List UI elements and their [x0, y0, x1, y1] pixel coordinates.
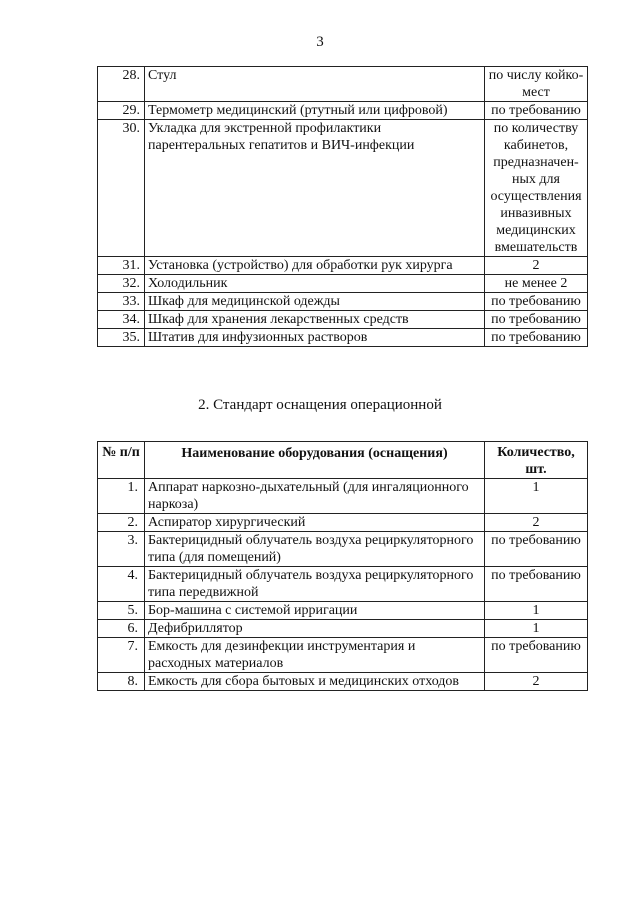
row-number: 33. — [98, 293, 145, 311]
row-number: 1. — [98, 479, 145, 514]
table-row — [98, 67, 588, 102]
operating-room-equipment-table — [97, 441, 588, 691]
item-quantity: 1 — [485, 479, 588, 514]
section-title: 2. Стандарт оснащения операционной — [198, 397, 442, 413]
column-header-name: Наименование оборудования (оснащения) — [145, 442, 485, 479]
equipment-table-continued — [97, 66, 588, 347]
item-name: Термометр медицинский (ртутный или цифровой) — [145, 102, 485, 120]
row-number: 6. — [98, 620, 145, 638]
row-number: 3. — [98, 532, 145, 567]
row-number: 7. — [98, 638, 145, 673]
item-quantity: по требованию — [485, 567, 588, 602]
table-row — [98, 514, 588, 532]
item-name: Стул — [145, 67, 485, 102]
table-row — [98, 293, 588, 311]
table-row — [98, 329, 588, 347]
item-quantity: по требованию — [485, 102, 588, 120]
table-row — [98, 673, 588, 691]
item-quantity: по требованию — [485, 329, 588, 347]
item-name: Установка (устройство) для обработки рук хирурга — [145, 257, 485, 275]
table-row — [98, 479, 588, 514]
page-number: 3 — [316, 34, 324, 50]
item-name: Холодильник — [145, 275, 485, 293]
item-name: Бактерицидный облучатель воздуха рециркуляторного типа (для помещений) — [145, 532, 485, 567]
row-number: 4. — [98, 567, 145, 602]
item-name: Емкость для сбора бытовых и медицинских отходов — [145, 673, 485, 691]
item-quantity: 2 — [485, 514, 588, 532]
table-row — [98, 102, 588, 120]
item-name: Аппарат наркозно-дыхательный (для ингаляционного наркоза) — [145, 479, 485, 514]
row-number: 2. — [98, 514, 145, 532]
table-row — [98, 532, 588, 567]
item-name: Аспиратор хирургический — [145, 514, 485, 532]
item-quantity: по требованию — [485, 311, 588, 329]
row-number: 5. — [98, 602, 145, 620]
item-quantity: 1 — [485, 620, 588, 638]
table-header-row — [98, 442, 588, 479]
table-row — [98, 638, 588, 673]
row-number: 35. — [98, 329, 145, 347]
item-name: Шкаф для хранения лекарственных средств — [145, 311, 485, 329]
row-number: 8. — [98, 673, 145, 691]
table-row — [98, 257, 588, 275]
item-name: Бор-машина с системой ирригации — [145, 602, 485, 620]
row-number: 34. — [98, 311, 145, 329]
item-quantity: по количеству кабинетов, предназначен-ных для осуществления инвазивных медицинских вмешательств — [485, 120, 588, 257]
table-row — [98, 311, 588, 329]
table-row — [98, 620, 588, 638]
row-number: 29. — [98, 102, 145, 120]
item-quantity: по числу койко-мест — [485, 67, 588, 102]
item-quantity: по требованию — [485, 638, 588, 673]
table-row — [98, 602, 588, 620]
row-number: 32. — [98, 275, 145, 293]
row-number: 28. — [98, 67, 145, 102]
item-quantity: 2 — [485, 257, 588, 275]
item-quantity: не менее 2 — [485, 275, 588, 293]
row-number: 31. — [98, 257, 145, 275]
item-name: Укладка для экстренной профилактики парентеральных гепатитов и ВИЧ-инфекции — [145, 120, 485, 257]
column-header-quantity: Количество, шт. — [485, 442, 588, 479]
table-row — [98, 275, 588, 293]
item-name: Емкость для дезинфекции инструментария и расходных материалов — [145, 638, 485, 673]
item-quantity: 2 — [485, 673, 588, 691]
item-quantity: по требованию — [485, 293, 588, 311]
row-number: 30. — [98, 120, 145, 257]
item-name: Дефибриллятор — [145, 620, 485, 638]
item-name: Шкаф для медицинской одежды — [145, 293, 485, 311]
column-header-number: № п/п — [98, 442, 145, 479]
table-row — [98, 567, 588, 602]
table-row — [98, 120, 588, 257]
item-name: Штатив для инфузионных растворов — [145, 329, 485, 347]
item-quantity: по требованию — [485, 532, 588, 567]
item-name: Бактерицидный облучатель воздуха рециркуляторного типа передвижной — [145, 567, 485, 602]
item-quantity: 1 — [485, 602, 588, 620]
